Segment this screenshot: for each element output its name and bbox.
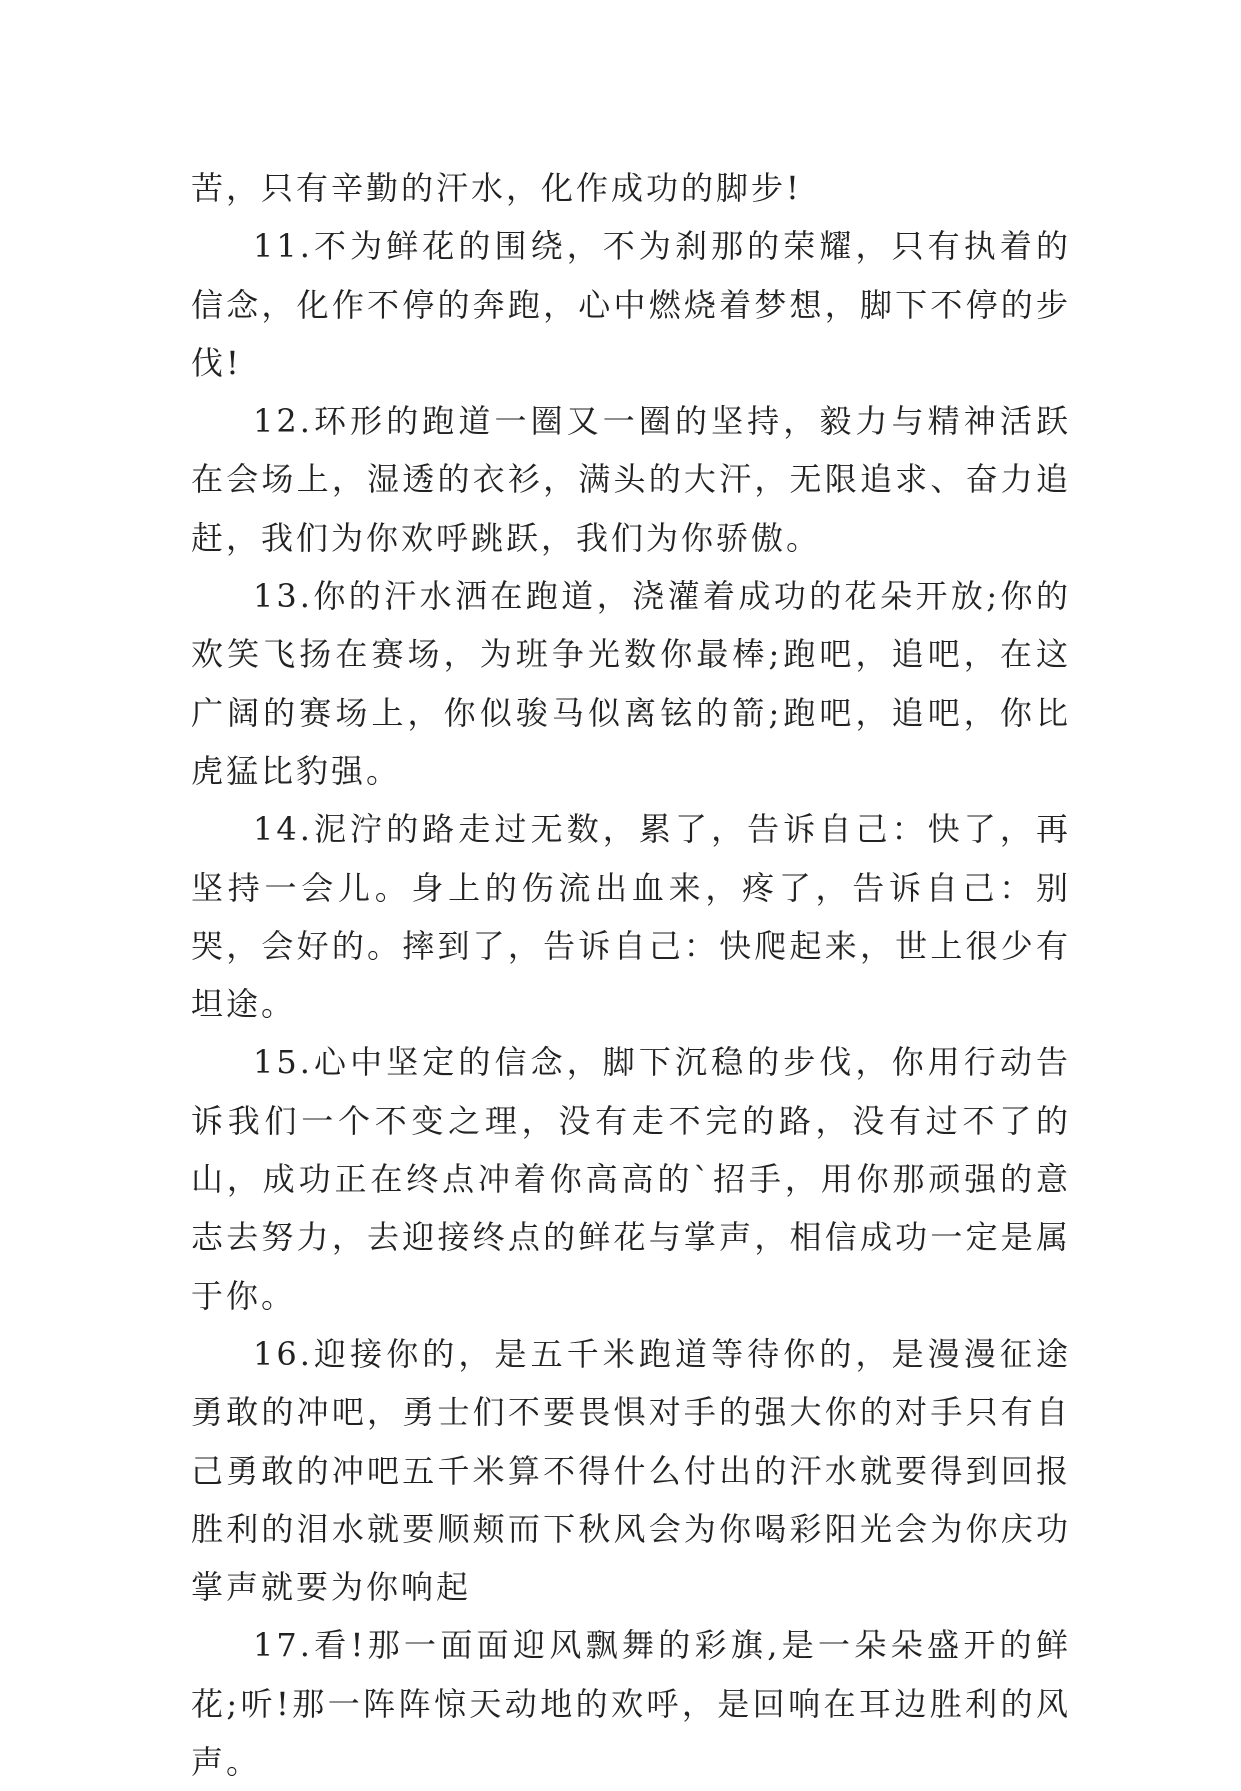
paragraph-12: 12.环形的跑道一圈又一圈的坚持，毅力与精神活跃在会场上，湿透的衣衫，满头的大汗，无限追求、奋力追赶，我们为你欢呼跳跃，我们为你骄傲。: [191, 402, 1071, 557]
document-body: [191, 159, 1071, 1791]
paragraph-16: 16.迎接你的，是五千米跑道等待你的，是漫漫征途勇敢的冲吧，勇士们不要畏惧对手的强大你的对手只有自己勇敢的冲吧五千米算不得什么付出的汗水就要得到回报胜利的泪水就要顺颊而下秋风会为你喝彩阳光会为你庆功掌声就要为你响起: [191, 1334, 1071, 1607]
paragraph-17: 17.看!那一面面迎风飘舞的彩旗,是一朵朵盛开的鲜花;听!那一阵阵惊天动地的欢呼，是回响在耳边胜利的风声。: [191, 1626, 1071, 1782]
paragraph-11: 11.不为鲜花的围绕，不为刹那的荣耀，只有执着的信念，化作不停的奔跑，心中燃烧着梦想，脚下不停的步伐!: [191, 227, 1071, 382]
paragraph-13: 13.你的汗水洒在跑道，浇灌着成功的花朵开放;你的欢笑飞扬在赛场，为班争光数你最棒;跑吧，追吧，在这广阔的赛场上，你似骏马似离铉的箭;跑吧，追吧，你比虎猛比豹强。: [191, 577, 1071, 790]
paragraph-continuation: 苦，只有辛勤的汗水，化作成功的脚步!: [191, 169, 802, 207]
paragraph-14: 14.泥泞的路走过无数，累了，告诉自己：快了，再坚持一会儿。身上的伤流出血来，疼了，告诉自己：别哭，会好的。摔到了，告诉自己：快爬起来，世上很少有坦途。: [191, 810, 1071, 1024]
paragraph-15: 15.心中坚定的信念，脚下沉稳的步伐，你用行动告诉我们一个不变之理，没有走不完的路，没有过不了的山，成功正在终点冲着你高高的`招手，用你那顽强的意志去努力，去迎接终点的鲜花与掌声，相信成功一定是属于你。: [191, 1043, 1071, 1315]
